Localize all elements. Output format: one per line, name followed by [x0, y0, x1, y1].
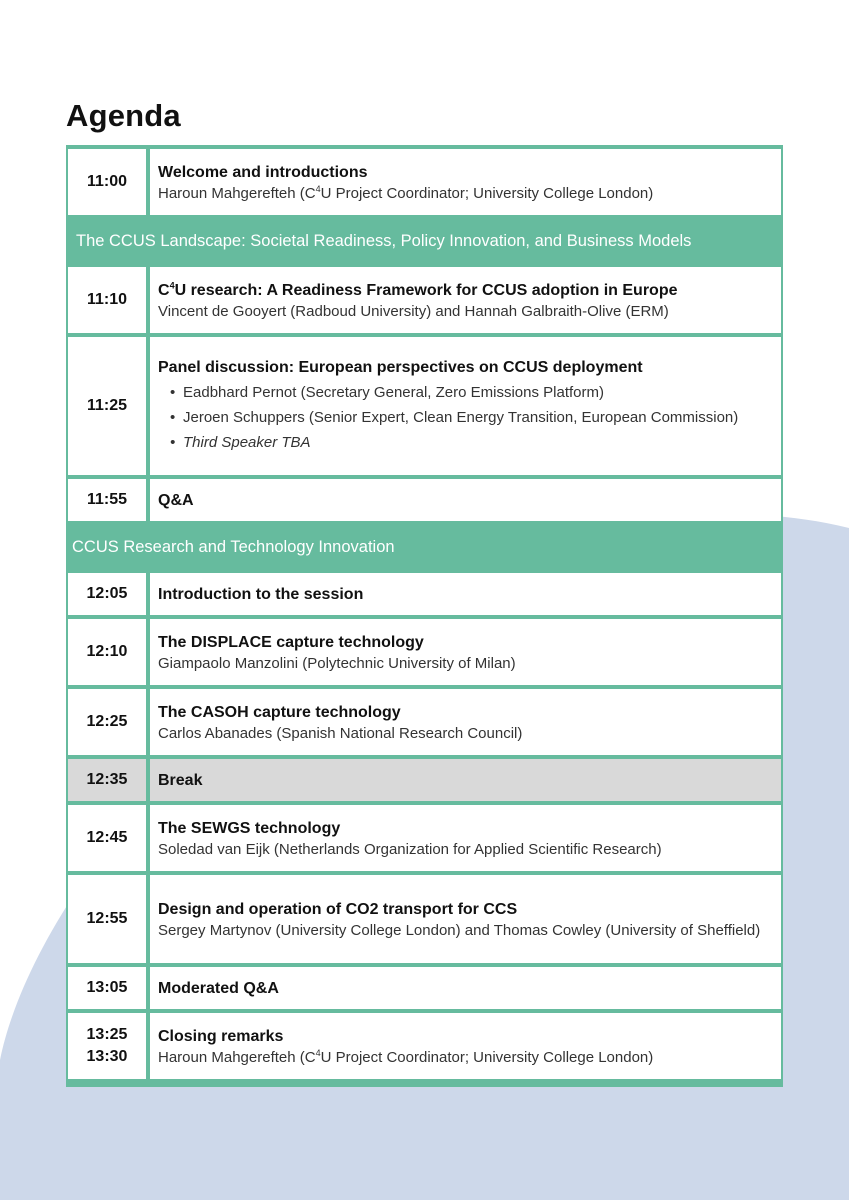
session-title: Break [158, 771, 203, 789]
time-label: 12:45 [86, 829, 128, 846]
session-speakers: Sergey Martynov (University College London) and Thomas Cowley (University of Sheffield) [158, 922, 761, 939]
agenda-row [68, 805, 781, 871]
agenda-row [68, 267, 781, 333]
session-cell [150, 619, 781, 685]
time-cell [68, 689, 146, 755]
agenda-row [68, 337, 781, 475]
agenda-row [68, 479, 781, 521]
time-cell [68, 267, 146, 333]
time-label: 12:05 [86, 585, 128, 602]
time-label: 12:35 [86, 771, 128, 788]
time-cell [68, 619, 146, 685]
agenda-row [68, 875, 781, 963]
time-cell [68, 967, 146, 1009]
time-cell [68, 805, 146, 871]
session-cell [150, 805, 781, 871]
title-text: C [158, 282, 170, 299]
agenda-row [68, 689, 781, 755]
session-title: Closing remarks [158, 1028, 284, 1045]
agenda-row [68, 149, 781, 215]
page-title: Agenda [66, 98, 181, 133]
speaker-text: Haroun Mahgerefteh (C [158, 1049, 316, 1066]
time-label: 12:25 [86, 713, 128, 730]
session-cell [150, 1013, 781, 1079]
superscript: 4 [315, 184, 321, 194]
time-label: 13:30 [86, 1048, 128, 1065]
time-cell [68, 337, 146, 475]
session-cell [150, 337, 781, 475]
time-label: 12:55 [86, 910, 128, 927]
session-title: Moderated Q&A [158, 979, 279, 997]
agenda-row-break [68, 759, 781, 801]
session-speakers: Soledad van Eijk (Netherlands Organization for Applied Scientific Research) [158, 841, 662, 858]
time-label: 13:05 [86, 979, 128, 996]
session-title: Panel discussion: European perspectives on CCUS deployment [158, 359, 643, 376]
list-item: • Jeroen Schuppers (Senior Expert, Clean Energy Transition, European Commission) [170, 407, 771, 428]
session-title: The SEWGS technology [158, 820, 341, 837]
time-label: 11:55 [86, 491, 128, 508]
session-title: Design and operation of CO2 transport for CCS [158, 901, 518, 918]
session-cell [150, 573, 781, 615]
agenda-row [68, 619, 781, 685]
session-cell [150, 967, 781, 1009]
list-item: • Third Speaker TBA [170, 432, 771, 453]
time-label: 13:25 [86, 1026, 128, 1043]
session-speakers [158, 1047, 771, 1068]
agenda-table [66, 145, 783, 1087]
agenda-row [68, 1013, 781, 1079]
session-title: The DISPLACE capture technology [158, 634, 424, 651]
section-header: CCUS Research and Technology Innovation [72, 537, 395, 556]
section-header: The CCUS Landscape: Societal Readiness, Policy Innovation, and Business Models [76, 231, 692, 250]
time-label: 11:00 [86, 173, 128, 190]
session-speakers: Giampaolo Manzolini (Polytechnic University of Milan) [158, 655, 516, 672]
superscript: 4 [315, 1048, 321, 1058]
speaker-text: Haroun Mahgerefteh (C [158, 185, 316, 202]
session-speakers: Carlos Abanades (Spanish National Research Council) [158, 725, 523, 742]
session-title: Welcome and introductions [158, 164, 368, 181]
time-cell [68, 759, 146, 801]
title-text: U research: A Readiness Framework for CCUS adoption in Europe [174, 282, 678, 299]
session-cell [150, 267, 781, 333]
time-label: 12:10 [86, 643, 128, 660]
time-label: 11:10 [86, 291, 128, 308]
agenda-row [68, 573, 781, 615]
time-cell [68, 573, 146, 615]
session-speakers [158, 183, 771, 204]
session-cell [150, 149, 781, 215]
agenda-row [68, 967, 781, 1009]
speaker-text: U Project Coordinator; University College London) [320, 1049, 654, 1066]
session-cell [150, 689, 781, 755]
session-cell [150, 759, 781, 801]
session-cell [150, 479, 781, 521]
list-item: • Eadbhard Pernot (Secretary General, Zero Emissions Platform) [170, 382, 771, 403]
session-title [158, 280, 771, 301]
time-label: 11:25 [86, 397, 128, 414]
superscript: 4 [169, 280, 175, 291]
time-cell [68, 479, 146, 521]
session-title: Introduction to the session [158, 585, 364, 603]
speaker-list [158, 382, 771, 457]
time-cell [68, 149, 146, 215]
time-cell [68, 875, 146, 963]
speaker-text: U Project Coordinator; University College London) [320, 185, 654, 202]
time-cell [68, 1013, 146, 1079]
session-title: Q&A [158, 491, 194, 509]
session-cell [150, 875, 781, 963]
session-title: The CASOH capture technology [158, 704, 401, 721]
session-speakers: Vincent de Gooyert (Radboud University) and Hannah Galbraith-Olive (ERM) [158, 303, 669, 320]
